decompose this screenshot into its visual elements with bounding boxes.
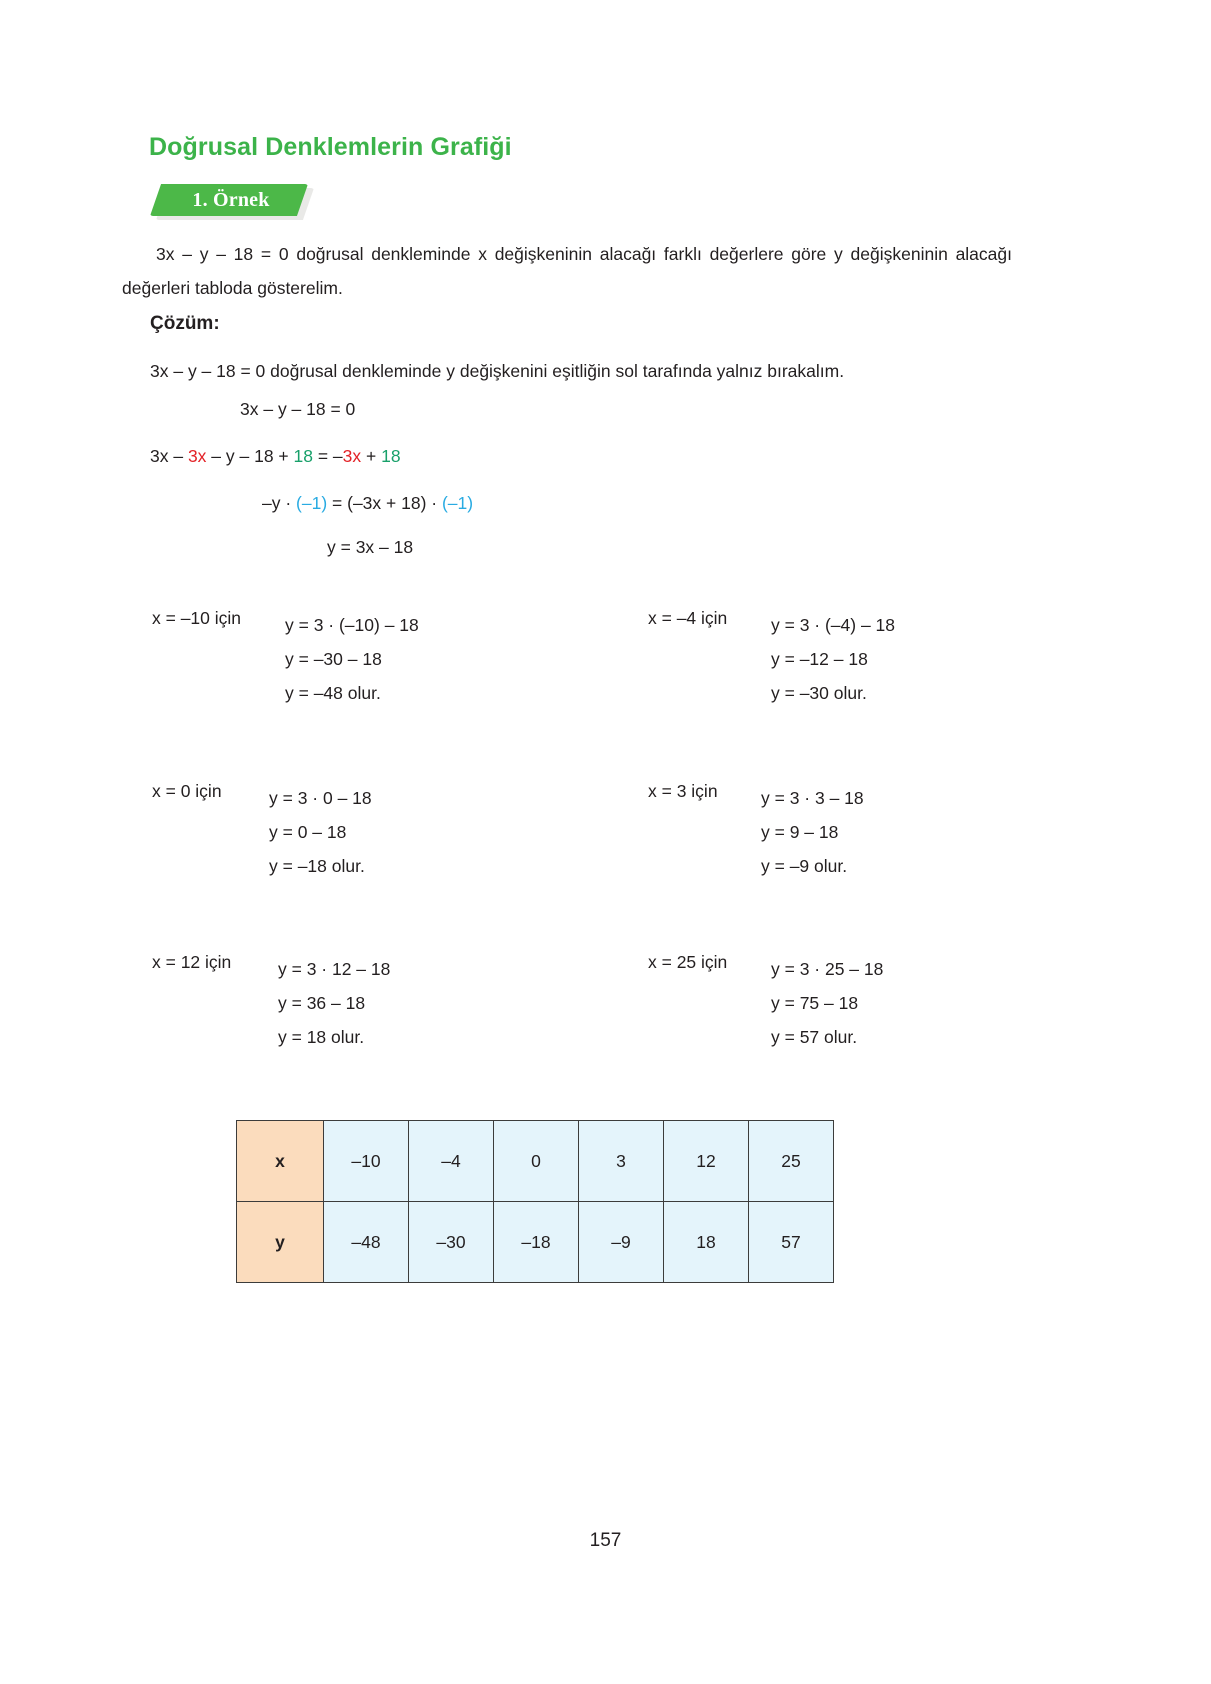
substitution-lines <box>278 952 390 1054</box>
substitution-condition: x = –4 için <box>648 608 728 628</box>
substitution-condition: x = 25 için <box>648 952 728 972</box>
substitution-line: y = –18 olur. <box>269 856 365 876</box>
table-cell: –10 <box>324 1121 409 1202</box>
table-cell: 3 <box>579 1121 664 1202</box>
substitution-condition: x = –10 için <box>152 608 242 628</box>
substitution-line: y = 18 olur. <box>278 1027 365 1047</box>
substitution-line: y = 3 · 12 – 18 <box>278 959 391 979</box>
table-cell: –48 <box>324 1202 409 1283</box>
substitution-lines <box>771 608 895 710</box>
value-table <box>236 1120 834 1283</box>
table-cell: –30 <box>409 1202 494 1283</box>
example-badge-label: 1. Örnek <box>192 188 270 211</box>
substitution-line: y = 3 · 3 – 18 <box>761 788 864 808</box>
example-badge <box>150 184 320 220</box>
eq2-red-term-2: 3x <box>342 446 362 466</box>
example-intro-paragraph: 3x – y – 18 = 0 doğrusal denkleminde x değişkeninin alacağı farklı değerlere göre y değişkeninin alacağı değerleri tabloda gösterelim. <box>122 244 1012 298</box>
table-cell: 18 <box>664 1202 749 1283</box>
substitution-line: y = 0 – 18 <box>269 822 347 842</box>
page-number: 157 <box>589 1530 622 1551</box>
substitution-line: y = 3 · 25 – 18 <box>771 959 884 979</box>
substitution-lines <box>761 781 864 883</box>
substitution-line: y = 57 olur. <box>771 1027 858 1047</box>
equation-step-1: 3x – y – 18 = 0 <box>240 399 356 419</box>
table-cell: –9 <box>579 1202 664 1283</box>
substitution-line: y = 9 – 18 <box>761 822 839 842</box>
eq3-part-2: = (–3x + 18) · <box>327 493 442 513</box>
table-cell: 0 <box>494 1121 579 1202</box>
substitution-condition: x = 3 için <box>648 781 718 801</box>
eq2-part-2: – y – 18 + <box>206 446 294 466</box>
eq2-part-4: + <box>361 446 382 466</box>
table-row <box>237 1121 834 1202</box>
eq2-part-3: = – <box>312 446 343 466</box>
eq3-part-1: –y · <box>262 493 297 513</box>
table-cell: –18 <box>494 1202 579 1283</box>
substitution-line: y = 3 · (–10) – 18 <box>285 615 419 635</box>
eq2-green-term-1: 18 <box>293 446 313 466</box>
solution-label: Çözüm: <box>150 313 220 334</box>
eq3-blue-term-1: (–1) <box>296 493 328 513</box>
table-cell: 25 <box>749 1121 834 1202</box>
substitution-condition: x = 0 için <box>152 781 222 801</box>
page-title: Doğrusal Denklemlerin Grafiği <box>149 133 512 161</box>
equation-step-3 <box>262 490 473 516</box>
substitution-line: y = 36 – 18 <box>278 993 366 1013</box>
table-row-header: y <box>237 1202 324 1283</box>
substitution-line: y = –30 olur. <box>771 683 867 703</box>
substitution-condition: x = 12 için <box>152 952 232 972</box>
table-cell: 57 <box>749 1202 834 1283</box>
substitution-line: y = –48 olur. <box>285 683 381 703</box>
substitution-line: y = 3 · 0 – 18 <box>269 788 372 808</box>
table-row-header: x <box>237 1121 324 1202</box>
equation-step-4: y = 3x – 18 <box>327 537 414 557</box>
substitution-lines <box>285 608 419 710</box>
substitution-line: y = 75 – 18 <box>771 993 859 1013</box>
substitution-line: y = –30 – 18 <box>285 649 382 669</box>
table-cell: –4 <box>409 1121 494 1202</box>
substitution-line: y = 3 · (–4) – 18 <box>771 615 896 635</box>
substitution-lines <box>771 952 883 1054</box>
eq3-blue-term-2: (–1) <box>441 493 474 513</box>
solution-intro-text: 3x – y – 18 = 0 doğrusal denkleminde y değişkenini eşitliğin sol tarafında yalnız bırakalım. <box>150 361 845 381</box>
eq2-red-term-1: 3x <box>187 446 207 466</box>
eq2-part-1: 3x – <box>150 446 188 466</box>
table-row <box>237 1202 834 1283</box>
eq2-green-term-2: 18 <box>381 446 401 466</box>
table-cell: 12 <box>664 1121 749 1202</box>
substitution-lines <box>269 781 372 883</box>
substitution-line: y = –12 – 18 <box>771 649 868 669</box>
substitution-line: y = –9 olur. <box>761 856 848 876</box>
equation-step-2 <box>150 443 401 469</box>
